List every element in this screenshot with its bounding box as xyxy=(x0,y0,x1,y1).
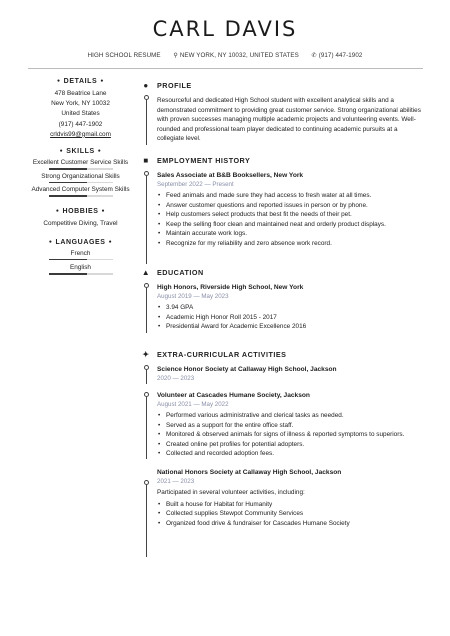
header-subline xyxy=(0,52,450,59)
education-date: August 2019 — May 2023 xyxy=(157,293,229,300)
skill-label: Advanced Computer System Skills xyxy=(31,186,130,194)
list-item: • Presidential Award for Academic Excellence 2016 xyxy=(157,322,426,332)
employment-bullets xyxy=(141,191,426,249)
resume-name: CARL DAVIS xyxy=(152,17,298,41)
timeline-line xyxy=(146,397,147,459)
timeline-line xyxy=(146,370,147,384)
phone-icon: ✆ xyxy=(311,53,317,59)
details-heading: ● DETAILS ● xyxy=(57,78,104,85)
briefcase-icon: ■ xyxy=(143,156,149,165)
header-phone: (917) 447-1902 xyxy=(318,52,363,59)
details-city: New York, NY 10032 xyxy=(51,100,110,108)
list-item: • Collected supplies Stewpot Community Services xyxy=(157,509,426,519)
activity-date: August 2021 — May 2022 xyxy=(157,401,229,408)
hobbies-section xyxy=(28,208,133,229)
list-item: • Performed various administrative and clerical tasks as needed. xyxy=(157,411,426,421)
list-item: • Feed animals and made sure they had access to fresh water at all times. xyxy=(157,191,426,201)
skills-heading: ● SKILLS ● xyxy=(59,148,102,156)
timeline-line xyxy=(146,485,147,557)
language-item xyxy=(28,264,133,275)
education-section xyxy=(141,268,426,332)
education-title: High Honors, Riverside High School, New York xyxy=(157,284,304,291)
education-bullets xyxy=(141,303,426,332)
list-item: • Recognize for my reliability and zero absence work record. xyxy=(157,239,426,249)
skill-level-bar xyxy=(49,168,113,170)
skill-label: Excellent Customer Service Skills xyxy=(32,159,129,167)
education-heading: ▲ EDUCATION xyxy=(141,268,204,277)
details-email-link[interactable]: crldvis99@gmail.com xyxy=(50,130,111,138)
header-divider xyxy=(28,68,423,69)
bullet-dot-icon: ● xyxy=(55,207,60,214)
employment-section xyxy=(141,156,426,249)
graduation-cap-icon: ▲ xyxy=(141,268,151,277)
timeline-line xyxy=(146,176,147,264)
activity-date: 2020 — 2023 xyxy=(157,375,195,382)
employment-heading: ■ EMPLOYMENT HISTORY xyxy=(141,156,426,166)
list-item: • Maintain accurate work logs. xyxy=(157,229,426,239)
bullet-dot-icon: ● xyxy=(97,148,102,155)
job-title: Sales Associate at B&B Booksellers, New York xyxy=(157,172,304,179)
list-item: • Organized food drive & fundraiser for Cascades Humane Society xyxy=(157,519,426,529)
activity-date: 2021 — 2023 xyxy=(157,477,195,485)
activity-title: Science Honor Society at Callaway High School, Jackson xyxy=(157,366,337,373)
bullet-dot-icon: ● xyxy=(108,238,113,245)
skill-item xyxy=(28,186,133,197)
language-label: French xyxy=(70,249,91,257)
list-item: • 3.94 GPA xyxy=(157,303,426,313)
skill-item xyxy=(28,173,133,184)
languages-heading: ● LANGUAGES ● xyxy=(48,238,113,246)
activity-title: Volunteer at Cascades Humane Society, Jackson xyxy=(157,392,310,399)
activities-section xyxy=(141,350,426,528)
language-item xyxy=(28,250,133,261)
header-location: NEW YORK, NY 10032, UNITED STATES xyxy=(179,52,299,59)
skill-level-bar xyxy=(49,195,113,197)
language-level-bar xyxy=(49,273,113,275)
profile-heading: ● PROFILE xyxy=(141,81,426,91)
activity-title: National Honors Society at Callaway High School, Jackson xyxy=(157,468,342,476)
bullet-dot-icon: ● xyxy=(59,148,64,155)
timeline-line xyxy=(146,288,147,333)
skills-section xyxy=(28,148,133,197)
skill-level-bar xyxy=(49,182,113,184)
resume-title: HIGH SCHOOL RESUME xyxy=(87,52,161,59)
list-item: • Help customers select products that best fit the needs of their pet. xyxy=(157,210,426,220)
job-date: September 2022 — Present xyxy=(157,181,234,188)
activity-intro: Participated in several volunteer activities, including: xyxy=(157,488,305,496)
left-column xyxy=(28,78,133,275)
list-item: • Served as a support for the entire office staff. xyxy=(157,421,426,431)
list-item: • Academic High Honor Roll 2015 - 2017 xyxy=(157,313,426,323)
language-label: English xyxy=(70,264,91,272)
language-level-bar xyxy=(49,259,113,261)
bullet-dot-icon: ● xyxy=(48,238,53,245)
list-item: • Monitored & observed animals for signs of illness & reported symptoms to superiors. xyxy=(157,430,426,440)
hobbies-text: Competitive Diving, Travel xyxy=(43,219,118,227)
activities-heading: ✦ EXTRA-CURRICULAR ACTIVITIES xyxy=(142,350,287,359)
hobbies-heading: ● HOBBIES ● xyxy=(55,207,106,215)
details-address: 478 Beatrice Lane xyxy=(54,90,107,97)
profile-section xyxy=(141,81,426,144)
bullet-dot-icon: ● xyxy=(100,78,104,85)
languages-section xyxy=(28,239,133,275)
bullet-dot-icon: ● xyxy=(57,78,61,85)
list-item: • Built a house for Habitat for Humanity xyxy=(157,500,426,510)
list-item: • Created online pet profiles for potential adopters. xyxy=(157,440,426,450)
profile-text: Resourceful and dedicated High School student with excellent analytical skills and a demonstrated commitment to providing great customer service. Strong organizational abilities with proven successes managing multiple academic projects and volunteering events. Well-rounded and professional team player dedicated to continuing academic pursuits at a collegiate level. xyxy=(157,97,421,143)
list-item: • Collected and recorded adoption fees. xyxy=(157,449,426,459)
details-country: United States xyxy=(61,110,100,118)
activity-icon: ✦ xyxy=(142,350,150,359)
activity-bullets xyxy=(141,500,426,529)
profile-icon: ● xyxy=(143,81,149,90)
activity-bullets xyxy=(141,411,426,459)
bullet-dot-icon: ● xyxy=(101,207,106,214)
pin-icon: ⚲ xyxy=(173,53,178,59)
skill-item xyxy=(28,159,133,170)
details-section xyxy=(28,78,133,140)
details-phone: (917) 447-1902 xyxy=(58,120,103,128)
skill-label: Strong Organizational Skills xyxy=(41,172,120,180)
list-item: • Keep the selling floor clean and maintained neat and orderly product displays. xyxy=(157,220,426,230)
list-item: • Answer customer questions and reported issues in person or by phone. xyxy=(157,201,426,211)
timeline-line xyxy=(146,100,147,145)
